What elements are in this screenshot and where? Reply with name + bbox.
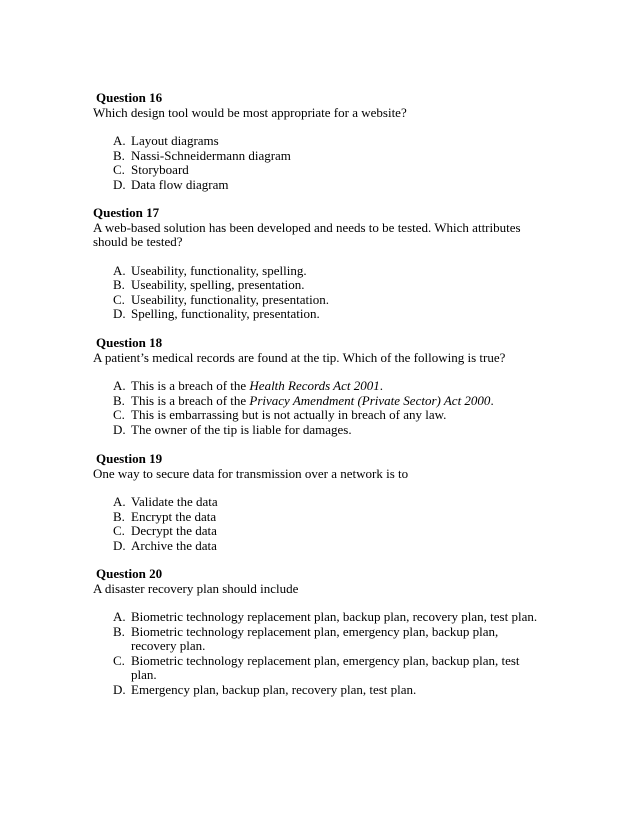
option-letter: A. bbox=[113, 262, 126, 278]
option-punctuation: . bbox=[490, 392, 494, 408]
act-title: Health Records Act 2001 bbox=[249, 378, 380, 393]
question-title: Question 18 bbox=[96, 335, 163, 350]
option-letter: D. bbox=[113, 681, 126, 697]
option-letter: B. bbox=[113, 277, 125, 292]
question-18 bbox=[93, 336, 543, 437]
question-title: Question 17 bbox=[93, 205, 160, 220]
option-punctuation: . bbox=[379, 378, 383, 393]
option-text: Useability, functionality, spelling. bbox=[131, 262, 307, 278]
option-letter: B. bbox=[113, 147, 125, 163]
option-letter: C. bbox=[113, 162, 125, 177]
option-letter: A. bbox=[113, 378, 126, 393]
option-c bbox=[93, 163, 543, 178]
option-a bbox=[93, 495, 543, 510]
option-letter: D. bbox=[113, 176, 126, 192]
option-a bbox=[93, 610, 543, 625]
option-letter: B. bbox=[113, 508, 125, 524]
option-a bbox=[93, 264, 543, 279]
option-letter: B. bbox=[113, 392, 125, 408]
question-19 bbox=[93, 452, 543, 553]
option-text: Spelling, functionality, presentation. bbox=[131, 306, 320, 321]
option-d bbox=[93, 423, 543, 438]
option-letter: B. bbox=[113, 623, 125, 639]
option-letter: D. bbox=[113, 306, 126, 321]
option-c bbox=[93, 654, 543, 683]
option-a bbox=[93, 379, 543, 394]
option-letter: A. bbox=[113, 133, 126, 148]
options-list bbox=[93, 134, 543, 192]
question-20 bbox=[93, 567, 543, 697]
option-letter: C. bbox=[113, 407, 125, 422]
option-text: Useability, spelling, presentation. bbox=[131, 277, 305, 292]
question-prompt: A patient’s medical records are found at the tip. Which of the following is true? bbox=[93, 349, 506, 365]
question-17 bbox=[93, 206, 543, 322]
option-c bbox=[93, 408, 543, 423]
option-text: Encrypt the data bbox=[131, 508, 217, 524]
option-text: This is a breach of the bbox=[131, 378, 250, 393]
question-prompt: One way to secure data for transmission over a network is to bbox=[93, 465, 409, 481]
options-list bbox=[93, 610, 543, 697]
question-prompt: A disaster recovery plan should include bbox=[93, 580, 299, 596]
question-prompt: A web-based solution has been developed and needs to be tested. Which attributes should be tested? bbox=[93, 219, 521, 249]
option-text: Useability, functionality, presentation. bbox=[131, 291, 329, 307]
option-letter: C. bbox=[113, 652, 125, 668]
act-title: Privacy Amendment (Private Sector) Act 2000 bbox=[249, 392, 491, 408]
question-16 bbox=[93, 91, 543, 192]
option-d bbox=[93, 307, 543, 322]
option-b bbox=[93, 625, 543, 654]
option-text: Storyboard bbox=[131, 162, 189, 177]
option-text: Biometric technology replacement plan, emergency plan, backup plan, recovery plan. bbox=[131, 623, 499, 653]
option-a bbox=[93, 134, 543, 149]
options-list bbox=[93, 379, 543, 437]
option-text: Decrypt the data bbox=[131, 523, 217, 538]
option-b bbox=[93, 278, 543, 293]
options-list bbox=[93, 264, 543, 322]
option-letter: C. bbox=[113, 523, 125, 538]
question-title: Question 16 bbox=[96, 90, 163, 105]
option-c bbox=[93, 293, 543, 308]
option-text: Biometric technology replacement plan, backup plan, recovery plan, test plan. bbox=[131, 609, 538, 624]
option-letter: D. bbox=[113, 421, 126, 437]
option-text: Emergency plan, backup plan, recovery plan, test plan. bbox=[131, 681, 417, 697]
option-text: Layout diagrams bbox=[131, 133, 219, 148]
option-text: Biometric technology replacement plan, emergency plan, backup plan, test plan. bbox=[131, 652, 520, 682]
option-text: The owner of the tip is liable for damages. bbox=[131, 421, 352, 437]
option-b bbox=[93, 149, 543, 164]
question-title: Question 19 bbox=[96, 451, 163, 466]
option-letter: C. bbox=[113, 291, 125, 307]
option-d bbox=[93, 178, 543, 193]
option-text: This is a breach of the bbox=[131, 392, 250, 408]
question-title: Question 20 bbox=[96, 566, 163, 581]
option-text: This is embarrassing but is not actually in breach of any law. bbox=[131, 407, 447, 422]
option-letter: A. bbox=[113, 494, 126, 509]
question-prompt: Which design tool would be most appropriate for a website? bbox=[93, 104, 407, 120]
option-c bbox=[93, 524, 543, 539]
option-b bbox=[93, 394, 543, 409]
option-text: Archive the data bbox=[131, 537, 217, 553]
options-list bbox=[93, 495, 543, 553]
option-text: Nassi-Schneidermann diagram bbox=[131, 147, 291, 163]
option-text: Data flow diagram bbox=[131, 176, 229, 192]
option-b bbox=[93, 510, 543, 525]
option-d bbox=[93, 683, 543, 698]
option-letter: D. bbox=[113, 537, 126, 553]
option-letter: A. bbox=[113, 609, 126, 624]
option-d bbox=[93, 539, 543, 554]
option-text: Validate the data bbox=[131, 494, 218, 509]
